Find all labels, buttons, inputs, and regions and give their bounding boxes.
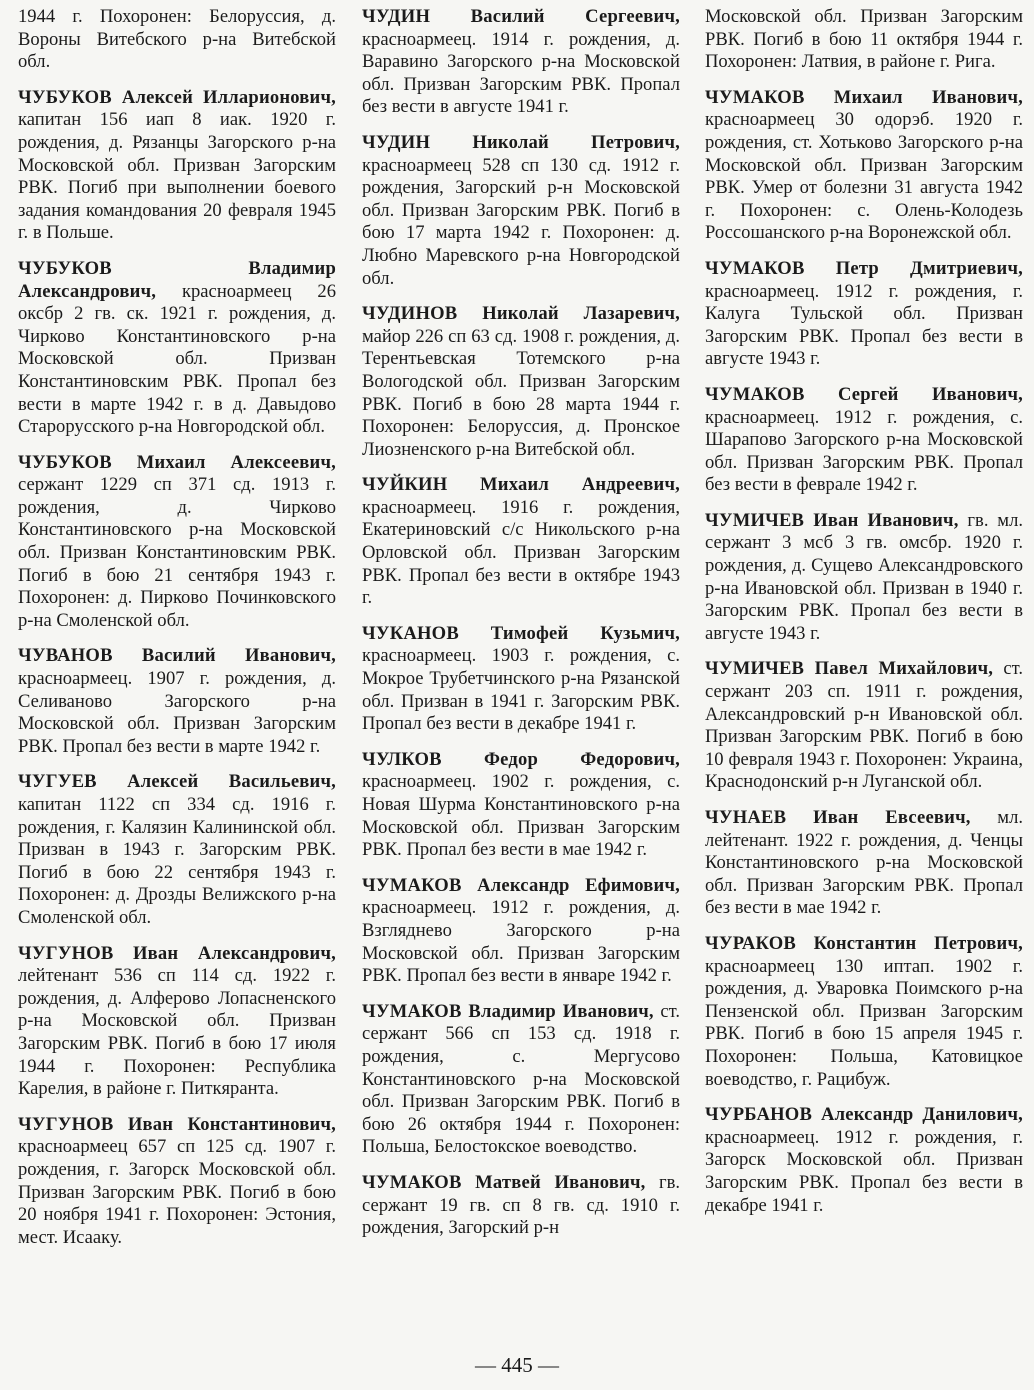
entry-name: ЧУМАКОВ Александр Ефимович, xyxy=(362,874,680,896)
list-item xyxy=(362,875,680,988)
entry-name: ЧУБУКОВ Михаил Алексеевич, xyxy=(18,451,336,473)
list-item xyxy=(705,510,1023,646)
list-item xyxy=(362,132,680,290)
entry-name: ЧУЙКИН Михаил Андреевич, xyxy=(362,474,680,496)
list-item xyxy=(362,1172,680,1240)
entry-text: мл. лейтенант. 1922 г. рождения, д. Ченцы Константиновского р-на Московской обл. Призван Загорским РВК. Пропал без вести в мае 1942 г. xyxy=(705,807,1024,919)
list-item xyxy=(18,452,336,633)
entry-text: гв. сержант 19 гв. сп 8 гв. сд. 1910 г. рождения, Загорский р-н xyxy=(362,1171,680,1239)
list-item xyxy=(18,943,336,1101)
entry-name: ЧУГУЕВ Алексей Васильевич, xyxy=(18,771,336,793)
entry-name: ЧУМАКОВ Владимир Иванович, xyxy=(362,1000,654,1022)
entry-text: красноармеец. 1912 г. рождения, с. Шарапово Загорского р-на Московской обл. Призван Загорским РВК. Пропал без вести в феврале 1942 г. xyxy=(705,406,1023,496)
list-item xyxy=(362,749,680,862)
entry-text: ст. сержант 566 сп 153 сд. 1918 г. рождения, с. Мергусово Константиновского р-на Московской обл. Призван Загорским РВК. Погиб в бою 26 октября 1944 г. Похоронен: Польша, Белостокское воеводство. xyxy=(362,1000,680,1158)
entry-text: красноармеец. 1907 г. рождения, д. Селиваново Загорского р-на Московской обл. Призван Загорским РВК. Пропал без вести в марте 1942 г. xyxy=(18,668,336,757)
list-item xyxy=(705,1104,1023,1217)
entry-text: ст. сержант 203 сп. 1911 г. рождения, Александровский р-н Ивановской обл. Призван Загорским РВК. Погиб в бою 10 февраля 1943 г. Похоронен: Украина, Краснодонский р-н Луганской обл. xyxy=(705,658,1024,793)
entry-name: ЧУДИН Николай Петрович, xyxy=(362,131,680,153)
list-item xyxy=(705,258,1023,371)
entry-text: красноармеец. 1912 г. рождения, г. Загорск Московской обл. Призван Загорским РВК. Пропал без вести в декабре 1941 г. xyxy=(705,1126,1023,1216)
entry-text: красноармеец. 1914 г. рождения, д. Варавино Загорского р-на Московской обл. Призван Загорским РВК. Пропал без вести в августе 1941 г. xyxy=(362,28,680,118)
column-left xyxy=(18,6,336,1262)
list-item xyxy=(705,933,1023,1091)
entry-name: ЧУДИНОВ Николай Лазаревич, xyxy=(362,303,680,325)
list-item xyxy=(705,384,1023,497)
entry-name: ЧУВАНОВ Василий Иванович, xyxy=(18,645,336,667)
entry-text: красноармеец. 1912 г. рождения, г. Калуга Тульской обл. Призван Загорским РВК. Пропал без вести в августе 1943 г. xyxy=(705,280,1023,370)
entry-text: капитан 156 иап 8 иак. 1920 г. рождения, д. Рязанцы Загорского р-на Московской обл. Призван Загорским РВК. Погиб при выполнении боевого задания командования 20 февраля 1945 г. в Польше. xyxy=(18,109,336,244)
list-item xyxy=(18,6,336,74)
entry-name: ЧУНАЕВ Иван Евсеевич, xyxy=(705,807,971,828)
list-item xyxy=(362,623,680,736)
list-item xyxy=(362,1001,680,1159)
entry-name: ЧУМАКОВ Матвей Иванович, xyxy=(362,1171,646,1193)
entry-text: майор 226 сп 63 сд. 1908 г. рождения, д. Терентьевская Тотемского р-на Вологодской обл. Призван Загорским РВК. Погиб в бою 28 марта 1944 г. Похоронен: Белоруссия, д. Пронское Лиозненского р-на Витебской обл. xyxy=(362,325,680,460)
list-item xyxy=(18,771,336,929)
list-item xyxy=(705,87,1023,245)
list-item xyxy=(362,6,680,119)
entry-text: красноармеец. 1916 г. рождения, Екатериновский с/с Никольского р-на Орловской обл. Призван Загорским РВК. Пропал без вести в октябре 1943 г. xyxy=(362,496,680,609)
column-middle xyxy=(362,6,680,1253)
list-item xyxy=(362,474,680,610)
list-item xyxy=(18,1114,336,1250)
entry-name: ЧУКАНОВ Тимофей Кузьмич, xyxy=(362,622,680,644)
entry-text: капитан 1122 сп 334 сд. 1916 г. рождения, г. Калязин Калининской обл. Призван в 1943 г. Загорским РВК. Погиб в бою 22 сентября 1943 г. Похоронен: д. Дрозды Велижского р-на Смоленской обл. xyxy=(18,794,336,928)
entry-name: ЧУМАКОВ Сергей Иванович, xyxy=(705,383,1023,405)
entry-name: ЧУБУКОВ Алексей Илларионович, xyxy=(18,86,336,108)
entry-name: ЧУДИН Василий Сергеевич, xyxy=(362,6,680,27)
entry-text: сержант 1229 сп 371 сд. 1913 г. рождения, д. Чирково Константиновского р-на Московской обл. Призван Константиновским РВК. Погиб в бою 21 сентября 1943 г. Похоронен: д. Пирково Починковского р-на Смоленской обл. xyxy=(18,474,336,631)
list-item xyxy=(705,807,1023,920)
list-item xyxy=(18,645,336,758)
entry-text: гв. мл. сержант 3 мсб 3 гв. омсбр. 1920 г. рождения, д. Сущево Александровского р-на Ивановской обл. Призван в 1940 г. Загорским РВК. Пропал без вести в августе 1943 г. xyxy=(705,509,1023,644)
entry-text: Московской обл. Призван Загорским РВК. Погиб в бою 11 октября 1944 г. Похоронен: Латвия, в районе г. Рига. xyxy=(705,6,1023,73)
entry-text: красноармеец 528 сп 130 сд. 1912 г. рождения, Загорский р-н Московской обл. Призван Загорским РВК. Погиб в бою 17 марта 1942 г. Похоронен: д. Любно Маревского р-на Новгородской обл. xyxy=(362,154,680,289)
entry-text: красноармеец. 1902 г. рождения, с. Новая Шурма Константиновского р-на Московской обл. Призван Загорским РВК. Пропал без вести в мае 1942 г. xyxy=(362,771,680,861)
list-item xyxy=(18,87,336,245)
entry-name: ЧУРАКОВ Константин Петрович, xyxy=(705,932,1023,954)
entry-name: ЧУМИЧЕВ Иван Иванович, xyxy=(705,509,959,531)
page-number: — 445 — xyxy=(475,1353,559,1377)
entry-text: красноармеец 130 иптап. 1902 г. рождения, д. Уваровка Поимского р-на Пензенской обл. Призван Загорским РВК. Погиб в бою 15 апреля 1945 г. Похоронен: Польша, Катовицкое воеводство, г. Рацибуж. xyxy=(705,955,1023,1090)
entry-name: ЧУМАКОВ Михаил Иванович, xyxy=(705,86,1023,108)
entry-name: ЧУГУНОВ Иван Константинович, xyxy=(18,1113,336,1135)
entry-text: красноармеец. 1903 г. рождения, с. Мокрое Трубетчинского р-на Рязанской обл. Призван в 1941 г. Загорским РВК. Пропал без вести в декабре 1941 г. xyxy=(362,645,680,735)
list-item xyxy=(705,6,1023,74)
column-right xyxy=(705,6,1023,1230)
entry-text: красноармеец. 1912 г. рождения, д. Взгляднево Загорского р-на Московской обл. Призван Загорским РВК. Пропал без вести в январе 1942 г. xyxy=(362,897,680,987)
entry-text: красноармеец 26 оксбр 2 гв. ск. 1921 г. рождения, д. Чирково Константиновского р-на Московской обл. Призван Константиновским РВК. Пропал без вести в марте 1942 г. в д. Давыдово Старорусского р-на Новгородской обл. xyxy=(18,280,336,438)
list-item xyxy=(18,258,336,439)
entry-name: ЧУМИЧЕВ Павел Михайлович, xyxy=(705,658,994,680)
entry-text: красноармеец 30 одорэб. 1920 г. рождения, ст. Хотьково Загорского р-на Московской обл. Призван Загорским РВК. Умер от болезни 31 августа 1942 г. Похоронен: с. Олень-Колодезь Россошанского р-на Воронежской обл. xyxy=(705,109,1023,244)
list-item xyxy=(362,303,680,461)
list-item xyxy=(705,658,1023,794)
entry-name: ЧУРБАНОВ Александр Данилович, xyxy=(705,1104,1023,1126)
entry-text: 1944 г. Похоронен: Белоруссия, д. Вороны Витебского р-на Витебской обл. xyxy=(18,6,336,73)
entry-text: лейтенант 536 сп 114 сд. 1922 г. рождения, д. Алферово Лопасненского р-на Московской обл. Призван Загорским РВК. Погиб в бою 17 июля 1944 г. Похоронен: Республика Карелия, в районе г. Питкяранта. xyxy=(18,965,336,1100)
entry-name: ЧУМАКОВ Петр Дмитриевич, xyxy=(705,257,1023,279)
entry-name: ЧУГУНОВ Иван Александрович, xyxy=(18,942,336,964)
entry-name: ЧУБУКОВ Владимир Александрович, xyxy=(18,257,336,302)
entry-text: красноармеец 657 сп 125 сд. 1907 г. рождения, г. Загорск Московской обл. Призван Загорским РВК. Погиб в бою 20 ноября 1941 г. Похоронен: Эстония, мест. Исааку. xyxy=(18,1136,336,1248)
entry-name: ЧУЛКОВ Федор Федорович, xyxy=(362,748,680,770)
